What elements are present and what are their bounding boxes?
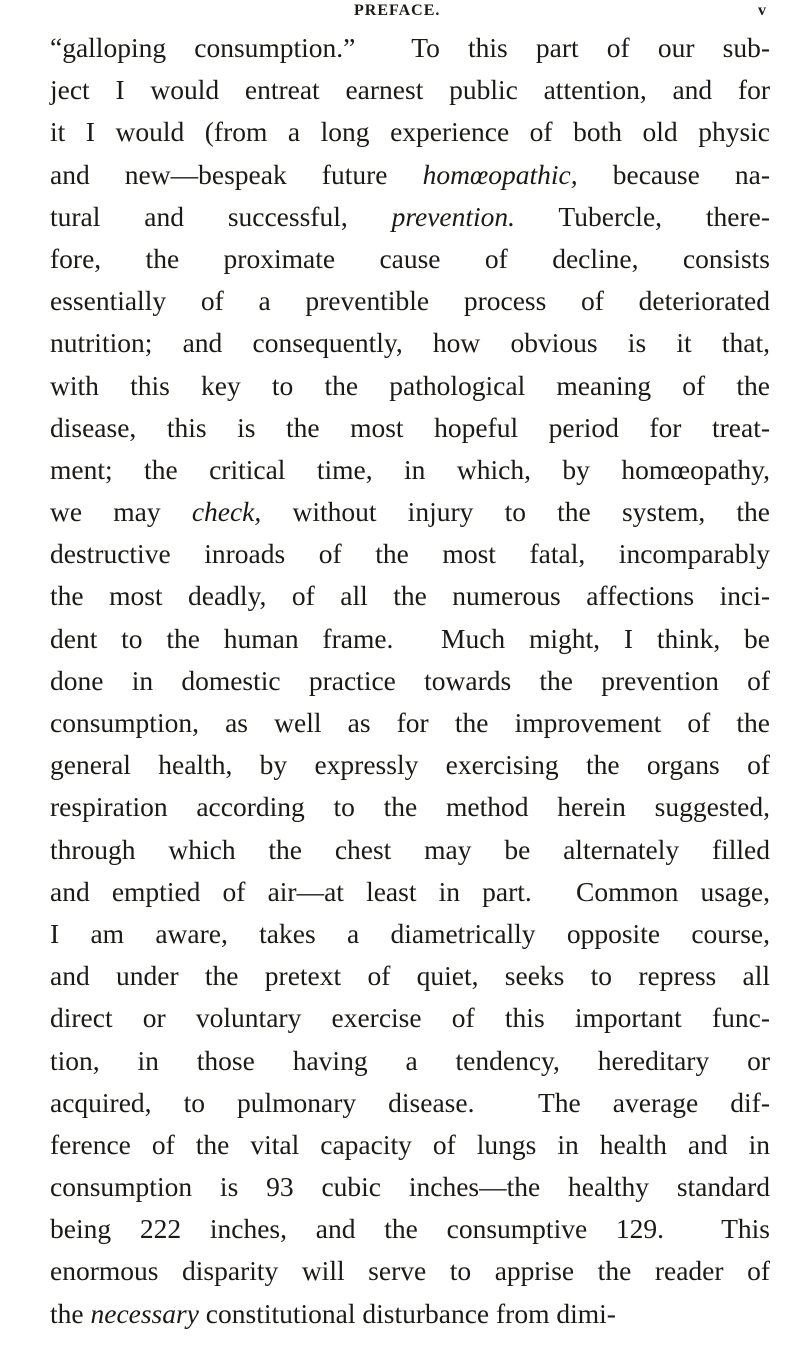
text-segment: destructive inroads of the most fatal, incomparably xyxy=(50,538,770,570)
text-segment: consumption, as well as for the improvement of the xyxy=(50,707,770,738)
text-segment: tural and successful, xyxy=(50,200,392,232)
text-line xyxy=(50,407,770,449)
text-line xyxy=(50,196,770,238)
text-segment: tion, in those having a tendency, hereditary or xyxy=(50,1044,770,1076)
text-segment: being 222 inches, and the consumptive 129. This xyxy=(50,1213,770,1245)
text-segment: “galloping consumption.” To this part of our sub- xyxy=(50,32,770,63)
text-line xyxy=(50,786,770,828)
text-segment: without injury to the system, the xyxy=(261,496,770,528)
text-line xyxy=(50,702,770,744)
text-line xyxy=(50,365,770,407)
text-line xyxy=(50,871,770,913)
text-line xyxy=(50,449,770,491)
text-segment: essentially of a preventible process of deteriorated xyxy=(50,285,770,317)
text-line xyxy=(50,744,770,786)
page-number: v xyxy=(758,2,766,19)
text-segment: and under the pretext of quiet, seeks to repress all xyxy=(50,960,770,992)
text-line xyxy=(50,533,770,575)
text-line xyxy=(50,1166,770,1208)
text-line xyxy=(50,955,770,997)
text-line xyxy=(50,575,770,617)
text-line xyxy=(50,322,770,364)
text-segment: done in domestic practice towards the prevention of xyxy=(50,664,770,696)
text-line xyxy=(50,1250,770,1292)
text-segment: acquired, to pulmonary disease. The average dif- xyxy=(50,1086,770,1118)
text-line xyxy=(50,1208,770,1250)
text-segment: constitutional disturbance from dimi- xyxy=(198,1297,616,1329)
text-line xyxy=(50,1124,770,1166)
text-segment: because na- xyxy=(577,158,770,190)
text-segment: enormous disparity will serve to apprise the reader of xyxy=(50,1255,770,1287)
text-line xyxy=(50,660,770,702)
text-segment: the xyxy=(50,1297,91,1329)
text-segment: the most deadly, of all the numerous affections inci- xyxy=(50,580,770,612)
text-segment: it I would (from a long experience of both old physic xyxy=(50,116,770,148)
text-line xyxy=(50,111,770,153)
text-line xyxy=(50,27,770,69)
text-segment: we may xyxy=(50,496,192,528)
text-segment: I am aware, takes a diametrically opposite course, xyxy=(50,917,770,949)
text-segment: ment; the critical time, in which, by homœopathy, xyxy=(50,453,770,485)
text-segment: through which the chest may be alternately filled xyxy=(50,833,770,865)
running-head-title: PREFACE. xyxy=(354,2,441,19)
body-paragraph xyxy=(50,27,770,1335)
text-line xyxy=(50,238,770,280)
running-head xyxy=(0,2,800,26)
text-segment: nutrition; and consequently, how obvious is it that, xyxy=(50,327,770,359)
text-segment: ject I would entreat earnest public attention, and for xyxy=(50,74,770,106)
text-line xyxy=(50,280,770,322)
text-segment: ference of the vital capacity of lungs in health and in xyxy=(50,1128,770,1160)
text-segment: consumption is 93 cubic inches—the healthy standard xyxy=(50,1171,770,1203)
text-segment: direct or voluntary exercise of this important func- xyxy=(50,1002,770,1034)
text-segment: general health, by expressly exercising the organs of xyxy=(50,749,770,781)
text-segment: and emptied of air—at least in part. Common usage, xyxy=(50,875,770,907)
text-line xyxy=(50,154,770,196)
text-line xyxy=(50,491,770,533)
text-line xyxy=(50,1040,770,1082)
text-line xyxy=(50,829,770,871)
text-line xyxy=(50,1293,770,1335)
italic-text: homœopathic, xyxy=(422,158,578,190)
text-segment: and new—bespeak future xyxy=(50,158,423,190)
text-segment: fore, the proximate cause of decline, consists xyxy=(50,242,770,274)
italic-text: necessary xyxy=(90,1297,199,1329)
text-line xyxy=(50,913,770,955)
text-line xyxy=(50,1082,770,1124)
italic-text: prevention. xyxy=(391,200,516,232)
italic-text: check, xyxy=(191,496,262,528)
text-segment: Tubercle, there- xyxy=(515,200,771,232)
text-segment: dent to the human frame. Much might, I think, be xyxy=(50,622,770,654)
text-segment: disease, this is the most hopeful period for treat- xyxy=(50,411,770,443)
text-line xyxy=(50,618,770,660)
text-line xyxy=(50,997,770,1039)
text-segment: respiration according to the method herein suggested, xyxy=(50,791,770,823)
text-segment: with this key to the pathological meaning of the xyxy=(50,369,770,401)
text-line xyxy=(50,69,770,111)
